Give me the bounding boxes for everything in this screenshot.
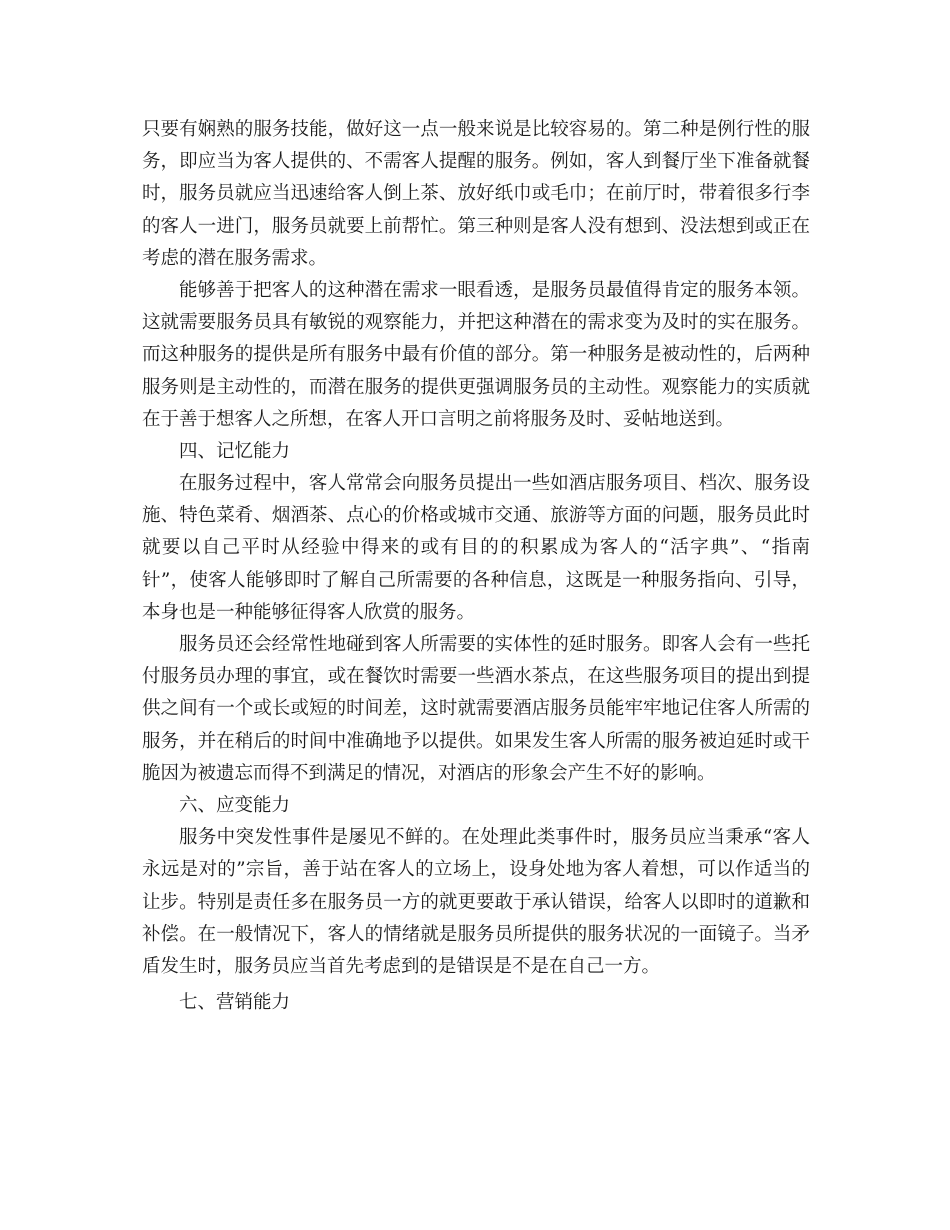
section-heading: 四、记忆能力	[179, 440, 291, 462]
text-line: 供之间有一个或长或短的时间差，这时就需要酒店服务员能牢牢地记住客人所需的	[142, 698, 810, 720]
text-line: 施、特色菜肴、烟酒茶、点心的价格或城市交通、旅游等方面的问题，服务员此时	[142, 505, 810, 527]
text-line: 服务，并在稍后的时间中准确地予以提供。如果发生客人所需的服务被迫延时或干	[142, 730, 810, 752]
text-line: 务，即应当为客人提供的、不需客人提醒的服务。例如，客人到餐厅坐下准备就餐	[142, 151, 810, 173]
paragraph	[142, 275, 810, 436]
document-body	[142, 114, 810, 1019]
text-line: 考虑的潜在服务需求。	[142, 247, 328, 269]
text-line: 补偿。在一般情况下，客人的情绪就是服务员所提供的服务状况的一面镜子。当矛	[142, 923, 810, 945]
text-line: 服务则是主动性的，而潜在服务的提供更强调服务员的主动性。观察能力的实质就	[142, 376, 810, 398]
text-line: 在于善于想客人之所想，在客人开口言明之前将服务及时、妥帖地送到。	[142, 408, 735, 430]
paragraph	[142, 629, 810, 790]
text-line: 只要有娴熟的服务技能，做好这一点一般来说是比较容易的。第二种是例行性的服	[142, 119, 810, 140]
text-line: 服务员还会经常性地碰到客人所需要的实体性的延时服务。即客人会有一些托	[179, 634, 810, 655]
text-line: 脆因为被遗忘而得不到满足的情况，对酒店的形象会产生不好的影响。	[142, 762, 716, 784]
text-line: 永远是对的”宗旨，善于站在客人的立场上，设身处地为客人着想，可以作适当的	[142, 859, 810, 881]
text-line: 本身也是一种能够征得客人欣赏的服务。	[142, 601, 476, 623]
text-line: 让步。特别是责任多在服务员一方的就更要敢于承认错误，给客人以即时的道歉和	[142, 891, 810, 913]
section-heading: 六、应变能力	[179, 794, 291, 816]
text-line: 付服务员办理的事宜，或在餐饮时需要一些酒水茶点，在这些服务项目的提出到提	[142, 666, 810, 688]
text-line: 的客人一进门，服务员就要上前帮忙。第三种则是客人没有想到、没法想到或正在	[142, 215, 810, 237]
paragraph	[142, 114, 810, 275]
paragraph	[142, 822, 810, 983]
paragraph	[142, 468, 810, 629]
text-line: 能够善于把客人的这种潜在需求一眼看透，是服务员最值得肯定的服务本领。	[179, 279, 810, 301]
text-line: 针”，使客人能够即时了解自己所需要的各种信息，这既是一种服务指向、引导，	[142, 569, 810, 591]
text-line: 时，服务员就应当迅速给客人倒上茶、放好纸巾或毛巾；在前厅时，带着很多行李	[142, 183, 810, 205]
text-line: 这就需要服务员具有敏锐的观察能力，并把这种潜在的需求变为及时的实在服务。	[142, 312, 810, 334]
text-line: 在服务过程中，客人常常会向服务员提出一些如酒店服务项目、档次、服务设	[179, 473, 810, 495]
text-line: 而这种服务的提供是所有服务中最有价值的部分。第一种服务是被动性的，后两种	[142, 344, 810, 366]
section-heading: 七、营销能力	[179, 992, 291, 1014]
text-line: 就要以自己平时从经验中得来的或有目的的积累成为客人的“活字典”、“指南	[142, 537, 810, 559]
text-line: 服务中突发性事件是屡见不鲜的。在处理此类事件时，服务员应当秉承“客人	[179, 827, 810, 849]
text-line: 盾发生时，服务员应当首先考虑到的是错误是不是在自己一方。	[142, 955, 661, 977]
